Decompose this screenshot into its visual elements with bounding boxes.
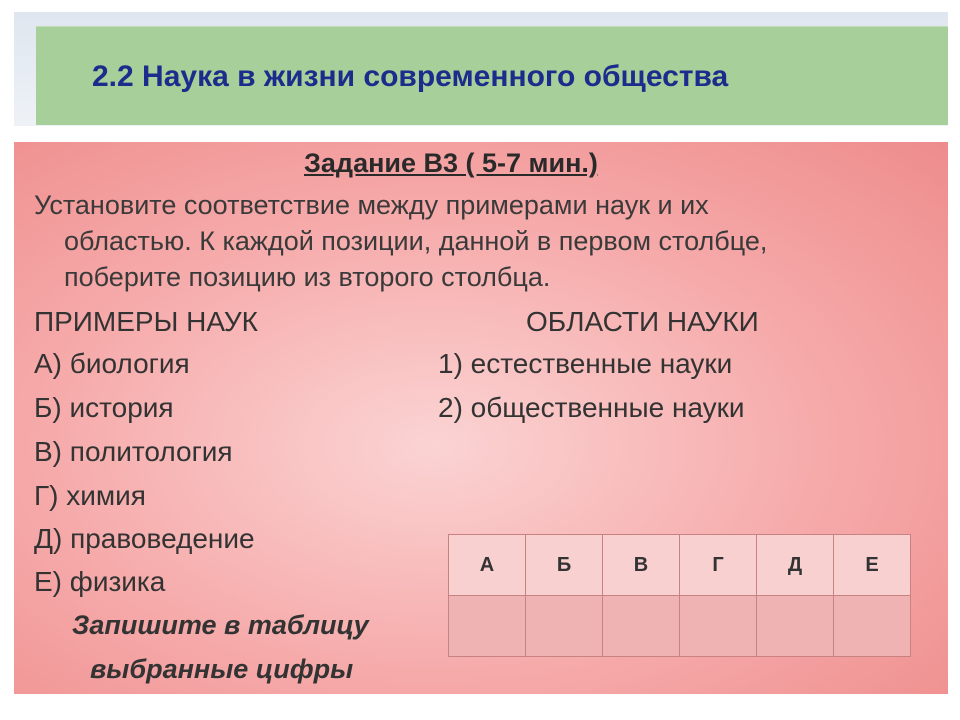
instruction-line-1: Установите соответствие между примерами наук и их bbox=[34, 190, 709, 220]
area-item-2: 2) общественные науки bbox=[438, 392, 745, 423]
example-item-d: Д) правоведение bbox=[34, 523, 255, 554]
footer-note-line-2: выбранные цифры bbox=[90, 654, 354, 684]
answer-cell-v[interactable] bbox=[603, 596, 680, 657]
footer-note-line-1: Запишите в таблицу bbox=[72, 610, 369, 640]
answer-header-a: А bbox=[449, 535, 526, 596]
example-item-a: А) биология bbox=[34, 348, 190, 379]
answer-header-d: Д bbox=[757, 535, 834, 596]
example-item-v: В) политология bbox=[34, 436, 233, 467]
example-item-b: Б) история bbox=[34, 392, 174, 423]
task-card bbox=[14, 142, 948, 694]
answer-cell-g[interactable] bbox=[680, 596, 757, 657]
task-heading: Задание В3 ( 5-7 мин.) bbox=[304, 148, 598, 178]
answer-cell-b[interactable] bbox=[526, 596, 603, 657]
instruction-line-3: поберите позицию из второго столбца. bbox=[64, 262, 551, 292]
answer-table-header-row bbox=[449, 535, 911, 596]
example-item-g: Г) химия bbox=[34, 480, 146, 511]
answer-header-e: Е bbox=[834, 535, 911, 596]
answer-table bbox=[448, 534, 911, 657]
answer-cell-d[interactable] bbox=[757, 596, 834, 657]
slide-title: 2.2 Наука в жизни современного общества bbox=[92, 60, 729, 93]
areas-column-header: ОБЛАСТИ НАУКИ bbox=[526, 306, 759, 337]
answer-table-input-row bbox=[449, 596, 911, 657]
example-item-e: Е) физика bbox=[34, 566, 166, 597]
answer-header-g: Г bbox=[680, 535, 757, 596]
answer-header-v: В bbox=[603, 535, 680, 596]
area-item-1: 1) естественные науки bbox=[438, 348, 733, 379]
answer-cell-a[interactable] bbox=[449, 596, 526, 657]
answer-cell-e[interactable] bbox=[834, 596, 911, 657]
instruction-line-2: областью. К каждой позиции, данной в первом столбце, bbox=[64, 226, 768, 256]
answer-header-b: Б bbox=[526, 535, 603, 596]
examples-column-header: ПРИМЕРЫ НАУК bbox=[34, 306, 258, 337]
